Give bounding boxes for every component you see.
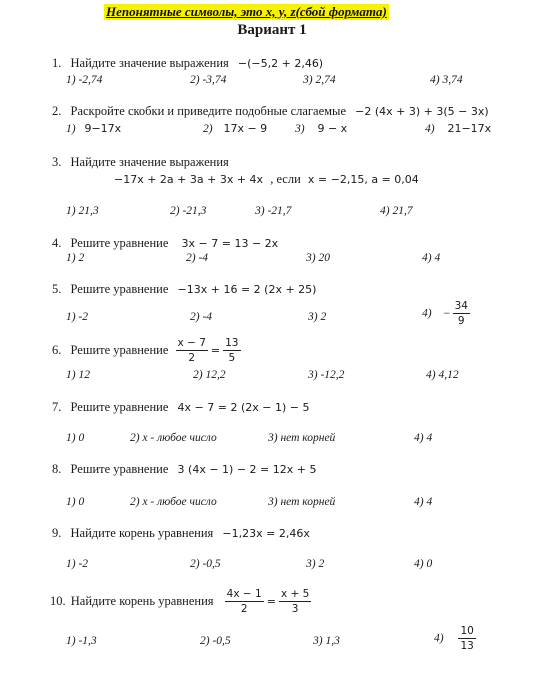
question-number: 9. — [52, 526, 62, 540]
answer-label: 2) — [203, 123, 213, 135]
fraction-denominator: 13 — [460, 640, 474, 652]
fraction-denominator: 5 — [228, 352, 236, 364]
question-number: 4. — [52, 236, 62, 250]
equation-fraction-left — [176, 336, 208, 365]
question-text: Найдите значение выражения — [70, 56, 229, 70]
minus-sign: − — [442, 306, 451, 320]
fraction-numerator: x + 5 — [280, 588, 310, 600]
question-number: 6. — [52, 343, 62, 357]
fraction-numerator: 10 — [460, 625, 474, 637]
q1-answer-3: 3) 2,74 — [303, 74, 336, 86]
question-expression: 4x − 7 = 2 (2x − 1) − 5 — [177, 401, 310, 414]
q6-answer-3: 3) -12,2 — [308, 369, 345, 381]
q8-answer-3: 3) нет корней — [268, 496, 336, 508]
equation-fraction-left — [225, 587, 264, 616]
question-expression: −1,23x = 2,46x — [222, 527, 310, 540]
fraction-numerator: 34 — [454, 300, 468, 312]
q3-answer-3: 3) -21,7 — [255, 205, 292, 217]
answer-fraction — [453, 299, 470, 328]
answer-fraction — [458, 624, 475, 653]
question-8 — [52, 462, 316, 477]
fraction-denominator: 2 — [240, 603, 248, 615]
q3-answer-1: 1) 21,3 — [66, 205, 99, 217]
q9-answer-4: 4) 0 — [414, 558, 433, 570]
question-text: Решите уравнение — [70, 343, 169, 357]
question-number: 3. — [52, 155, 62, 169]
q10-answer-4 — [434, 624, 476, 653]
q5-answer-4 — [422, 299, 470, 328]
question-6 — [52, 336, 241, 365]
question-number: 8. — [52, 462, 62, 476]
q1-answer-1: 1) -2,74 — [66, 74, 103, 86]
question-text: Найдите корень уравнения — [70, 526, 214, 540]
fraction-numerator: 4x − 1 — [226, 588, 262, 600]
equals-sign: = — [266, 595, 276, 608]
q2-answer-3 — [295, 122, 347, 135]
answer-label: 4) — [425, 123, 435, 135]
q3-expression-line — [114, 172, 419, 187]
answer-expression: 9 − x — [317, 122, 348, 135]
answer-expression: 9−17x — [84, 122, 122, 135]
q3-answer-2: 2) -21,3 — [170, 205, 207, 217]
q2-answer-1 — [66, 122, 121, 135]
question-10 — [50, 587, 311, 616]
question-number: 7. — [52, 400, 62, 414]
q2-answer-2 — [203, 122, 267, 135]
q8-answer-4: 4) 4 — [414, 496, 433, 508]
q6-answer-2: 2) 12,2 — [193, 369, 226, 381]
variant-title: Вариант 1 — [237, 22, 307, 38]
fraction-numerator: x − 7 — [177, 337, 206, 349]
q9-answer-3: 3) 2 — [306, 558, 325, 570]
answer-label: 3) — [295, 123, 305, 135]
question-expression: 3x − 7 = 13 − 2x — [181, 237, 279, 250]
answer-expression: 21−17x — [447, 122, 492, 135]
q10-answer-1: 1) -1,3 — [66, 635, 97, 647]
question-expression: −2 (4x + 3) + 3(5 − 3x) — [355, 105, 489, 118]
question-5 — [52, 282, 316, 297]
q9-answer-1: 1) -2 — [66, 558, 89, 570]
question-number: 5. — [52, 282, 62, 296]
q3-answer-4: 4) 21,7 — [380, 205, 413, 217]
q2-answer-4 — [425, 122, 491, 135]
question-1 — [52, 56, 323, 71]
q9-answer-2: 2) -0,5 — [190, 558, 221, 570]
q5-answer-3: 3) 2 — [308, 311, 327, 323]
fraction-numerator: 13 — [225, 337, 239, 349]
question-expression: −17x + 2a + 3a + 3x + 4x — [114, 173, 264, 186]
question-4 — [52, 236, 278, 251]
q7-answer-2: 2) x - любое число — [130, 432, 217, 444]
equals-sign: = — [210, 344, 221, 357]
q5-answer-2: 2) -4 — [190, 311, 213, 323]
question-text: Раскройте скобки и приведите подобные слагаемые — [70, 104, 346, 118]
answer-label: 1) — [66, 123, 76, 135]
q7-answer-1: 1) 0 — [66, 432, 85, 444]
condition-values: x = −2,15, a = 0,04 — [307, 173, 419, 186]
q10-answer-2: 2) -0,5 — [200, 635, 231, 647]
answer-label: 4) — [434, 632, 444, 645]
question-9 — [52, 526, 310, 541]
q4-answer-1: 1) 2 — [66, 252, 85, 264]
question-number: 2. — [52, 104, 62, 118]
question-text: Решите уравнение — [70, 282, 169, 296]
question-number: 10. — [50, 594, 66, 608]
q10-answer-3: 3) 1,3 — [313, 635, 340, 647]
q5-answer-1: 1) -2 — [66, 311, 89, 323]
q6-answer-1: 1) 12 — [66, 369, 90, 381]
answer-label: 4) — [422, 307, 432, 320]
equation-fraction-right — [279, 587, 311, 616]
question-3 — [52, 155, 229, 170]
answer-expression: 17x − 9 — [223, 122, 268, 135]
q8-answer-2: 2) x - любое число — [130, 496, 217, 508]
q4-answer-4: 4) 4 — [422, 252, 441, 264]
q4-answer-3: 3) 20 — [306, 252, 330, 264]
question-text: Решите уравнение — [70, 236, 169, 250]
question-number: 1. — [52, 56, 62, 70]
q4-answer-2: 2) -4 — [186, 252, 209, 264]
q1-answer-2: 2) -3,74 — [190, 74, 227, 86]
question-text: Решите уравнение — [70, 400, 169, 414]
fraction-denominator: 3 — [291, 603, 299, 615]
question-expression: −(−5,2 + 2,46) — [237, 57, 324, 70]
q7-answer-3: 3) нет корней — [268, 432, 336, 444]
q7-answer-4: 4) 4 — [414, 432, 433, 444]
question-expression: −13x + 16 = 2 (2x + 25) — [177, 283, 317, 296]
condition-label: , если — [270, 172, 301, 186]
question-text: Найдите значение выражения — [70, 155, 229, 169]
q1-answer-4: 4) 3,74 — [430, 74, 463, 86]
question-text: Найдите корень уравнения — [70, 594, 214, 608]
fraction-denominator: 9 — [457, 315, 465, 327]
q8-answer-1: 1) 0 — [66, 496, 85, 508]
equation-fraction-right — [223, 336, 240, 365]
question-7 — [52, 400, 309, 415]
format-warning-banner: Непонятные символы, это x, y, z(сбой формата) — [106, 4, 387, 19]
q6-answer-4: 4) 4,12 — [426, 369, 459, 381]
question-expression: 3 (4x − 1) − 2 = 12x + 5 — [177, 463, 317, 476]
fraction-denominator: 2 — [188, 352, 196, 364]
question-text: Решите уравнение — [70, 462, 169, 476]
question-2 — [52, 104, 489, 119]
